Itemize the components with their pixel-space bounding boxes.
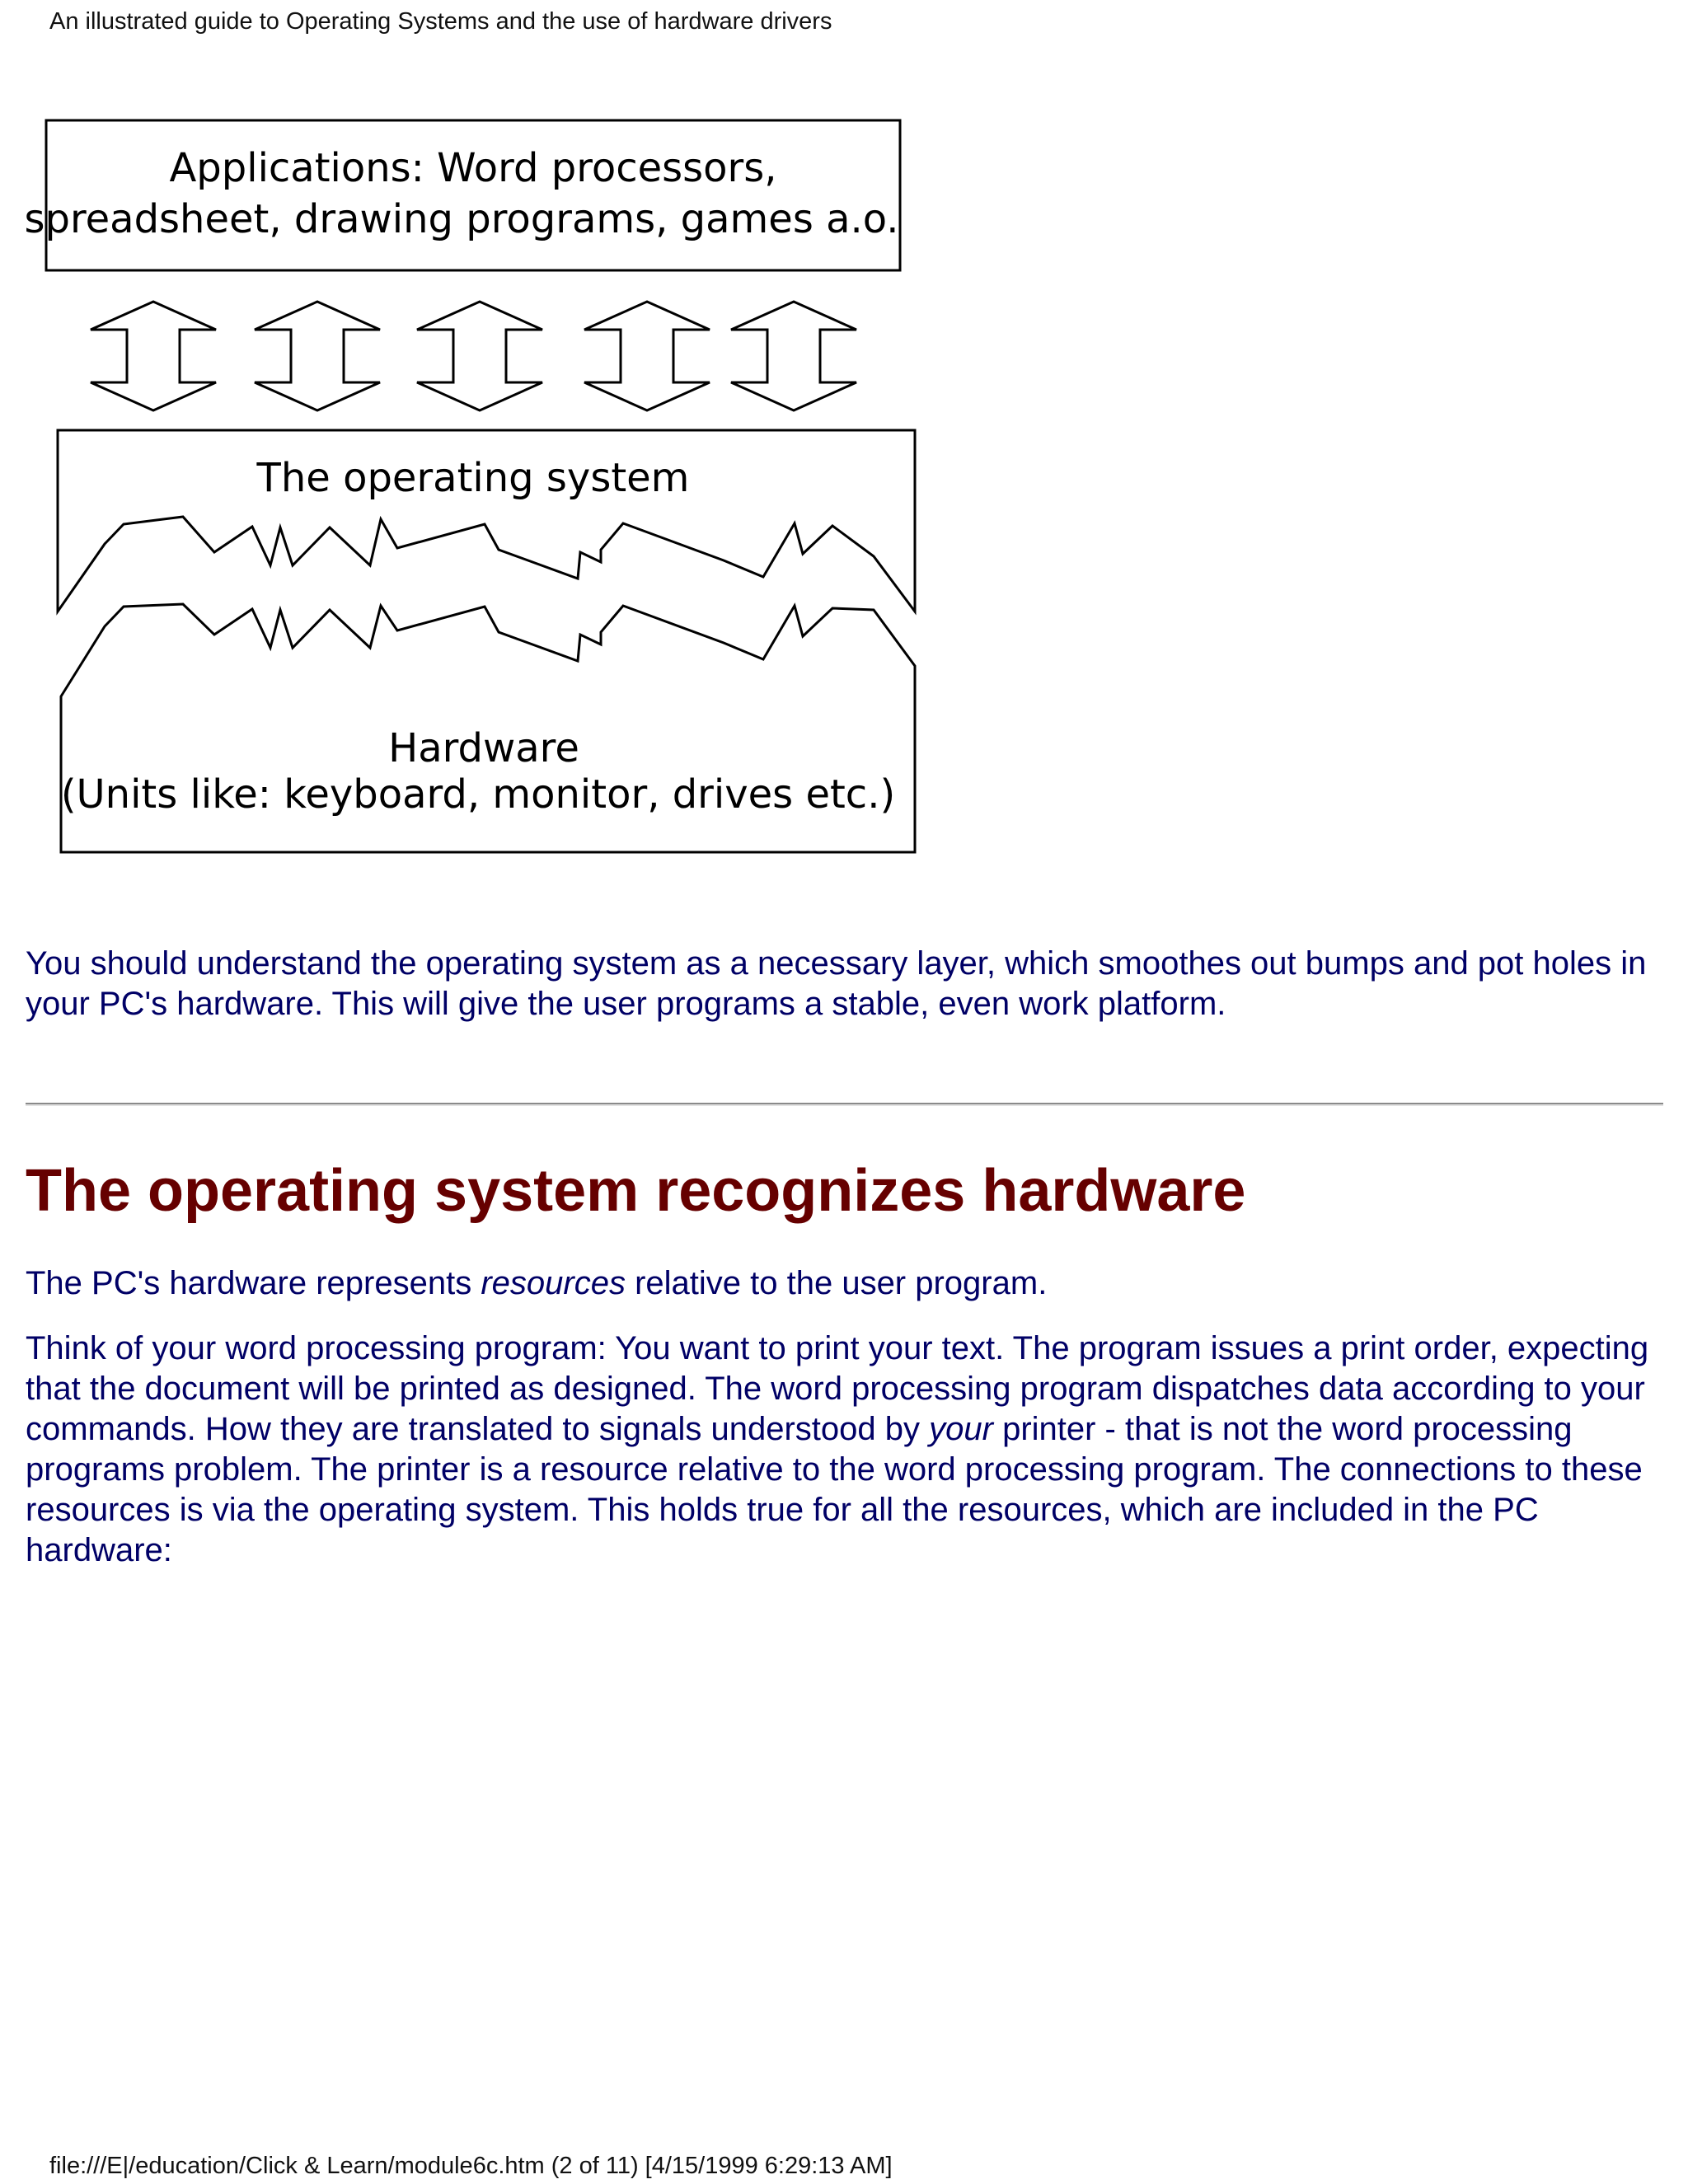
double-headed-arrow-icon [255,302,380,410]
double-headed-arrow-icon [91,302,216,410]
resources-emphasis: resources [481,1265,626,1301]
os-layer-label: The operating system [256,455,690,501]
arrow-row [91,302,856,410]
hardware-label-line1: Hardware [388,725,579,771]
your-emphasis: your [929,1411,993,1447]
os-layers-diagram [0,0,923,857]
resources-paragraph [26,1263,1666,1304]
section-heading: The operating system recognizes hardware [26,1158,1246,1224]
double-headed-arrow-icon [584,302,710,410]
page-header-title: An illustrated guide to Operating Systems and the use of hardware drivers [49,8,832,35]
intro-paragraph: You should understand the operating system as a necessary layer, which smoothes out bumps and pot holes in your PC's hardware. This will give the user programs a stable, even work platform. [26,945,1647,1022]
word-processing-paragraph [26,1329,1666,1571]
word-processing-text-after: printer - that is not the word processing programs problem. The printer is a resource relative to the word processing program. The connections to these resources is via the operating system. This holds true for all the resources, which are included in the PC hardware: [26,1411,1643,1568]
resources-text-before: The PC's hardware represents [26,1265,481,1301]
horizontal-rule [26,1103,1663,1106]
page-footer-path: file:///E|/education/Click & Learn/module6c.htm (2 of 11) [4/15/1999 6:29:13 AM] [49,2153,893,2179]
hardware-label-line2: (Units like: keyboard, monitor, drives etc.) [60,771,896,818]
applications-box [46,120,900,270]
word-processing-text-before: Think of your word processing program: You want to print your text. The program issues a print order, expecting that the document will be printed as designed. The word processing program dispatches data according to your commands. How they are translated to signals understood by [26,1330,1649,1447]
applications-label-line2: spreadsheet, drawing programs, games a.o. [24,196,899,242]
double-headed-arrow-icon [731,302,856,410]
applications-label-line1: Applications: Word processors, [169,145,777,191]
double-headed-arrow-icon [417,302,542,410]
resources-text-after: relative to the user program. [625,1265,1048,1301]
